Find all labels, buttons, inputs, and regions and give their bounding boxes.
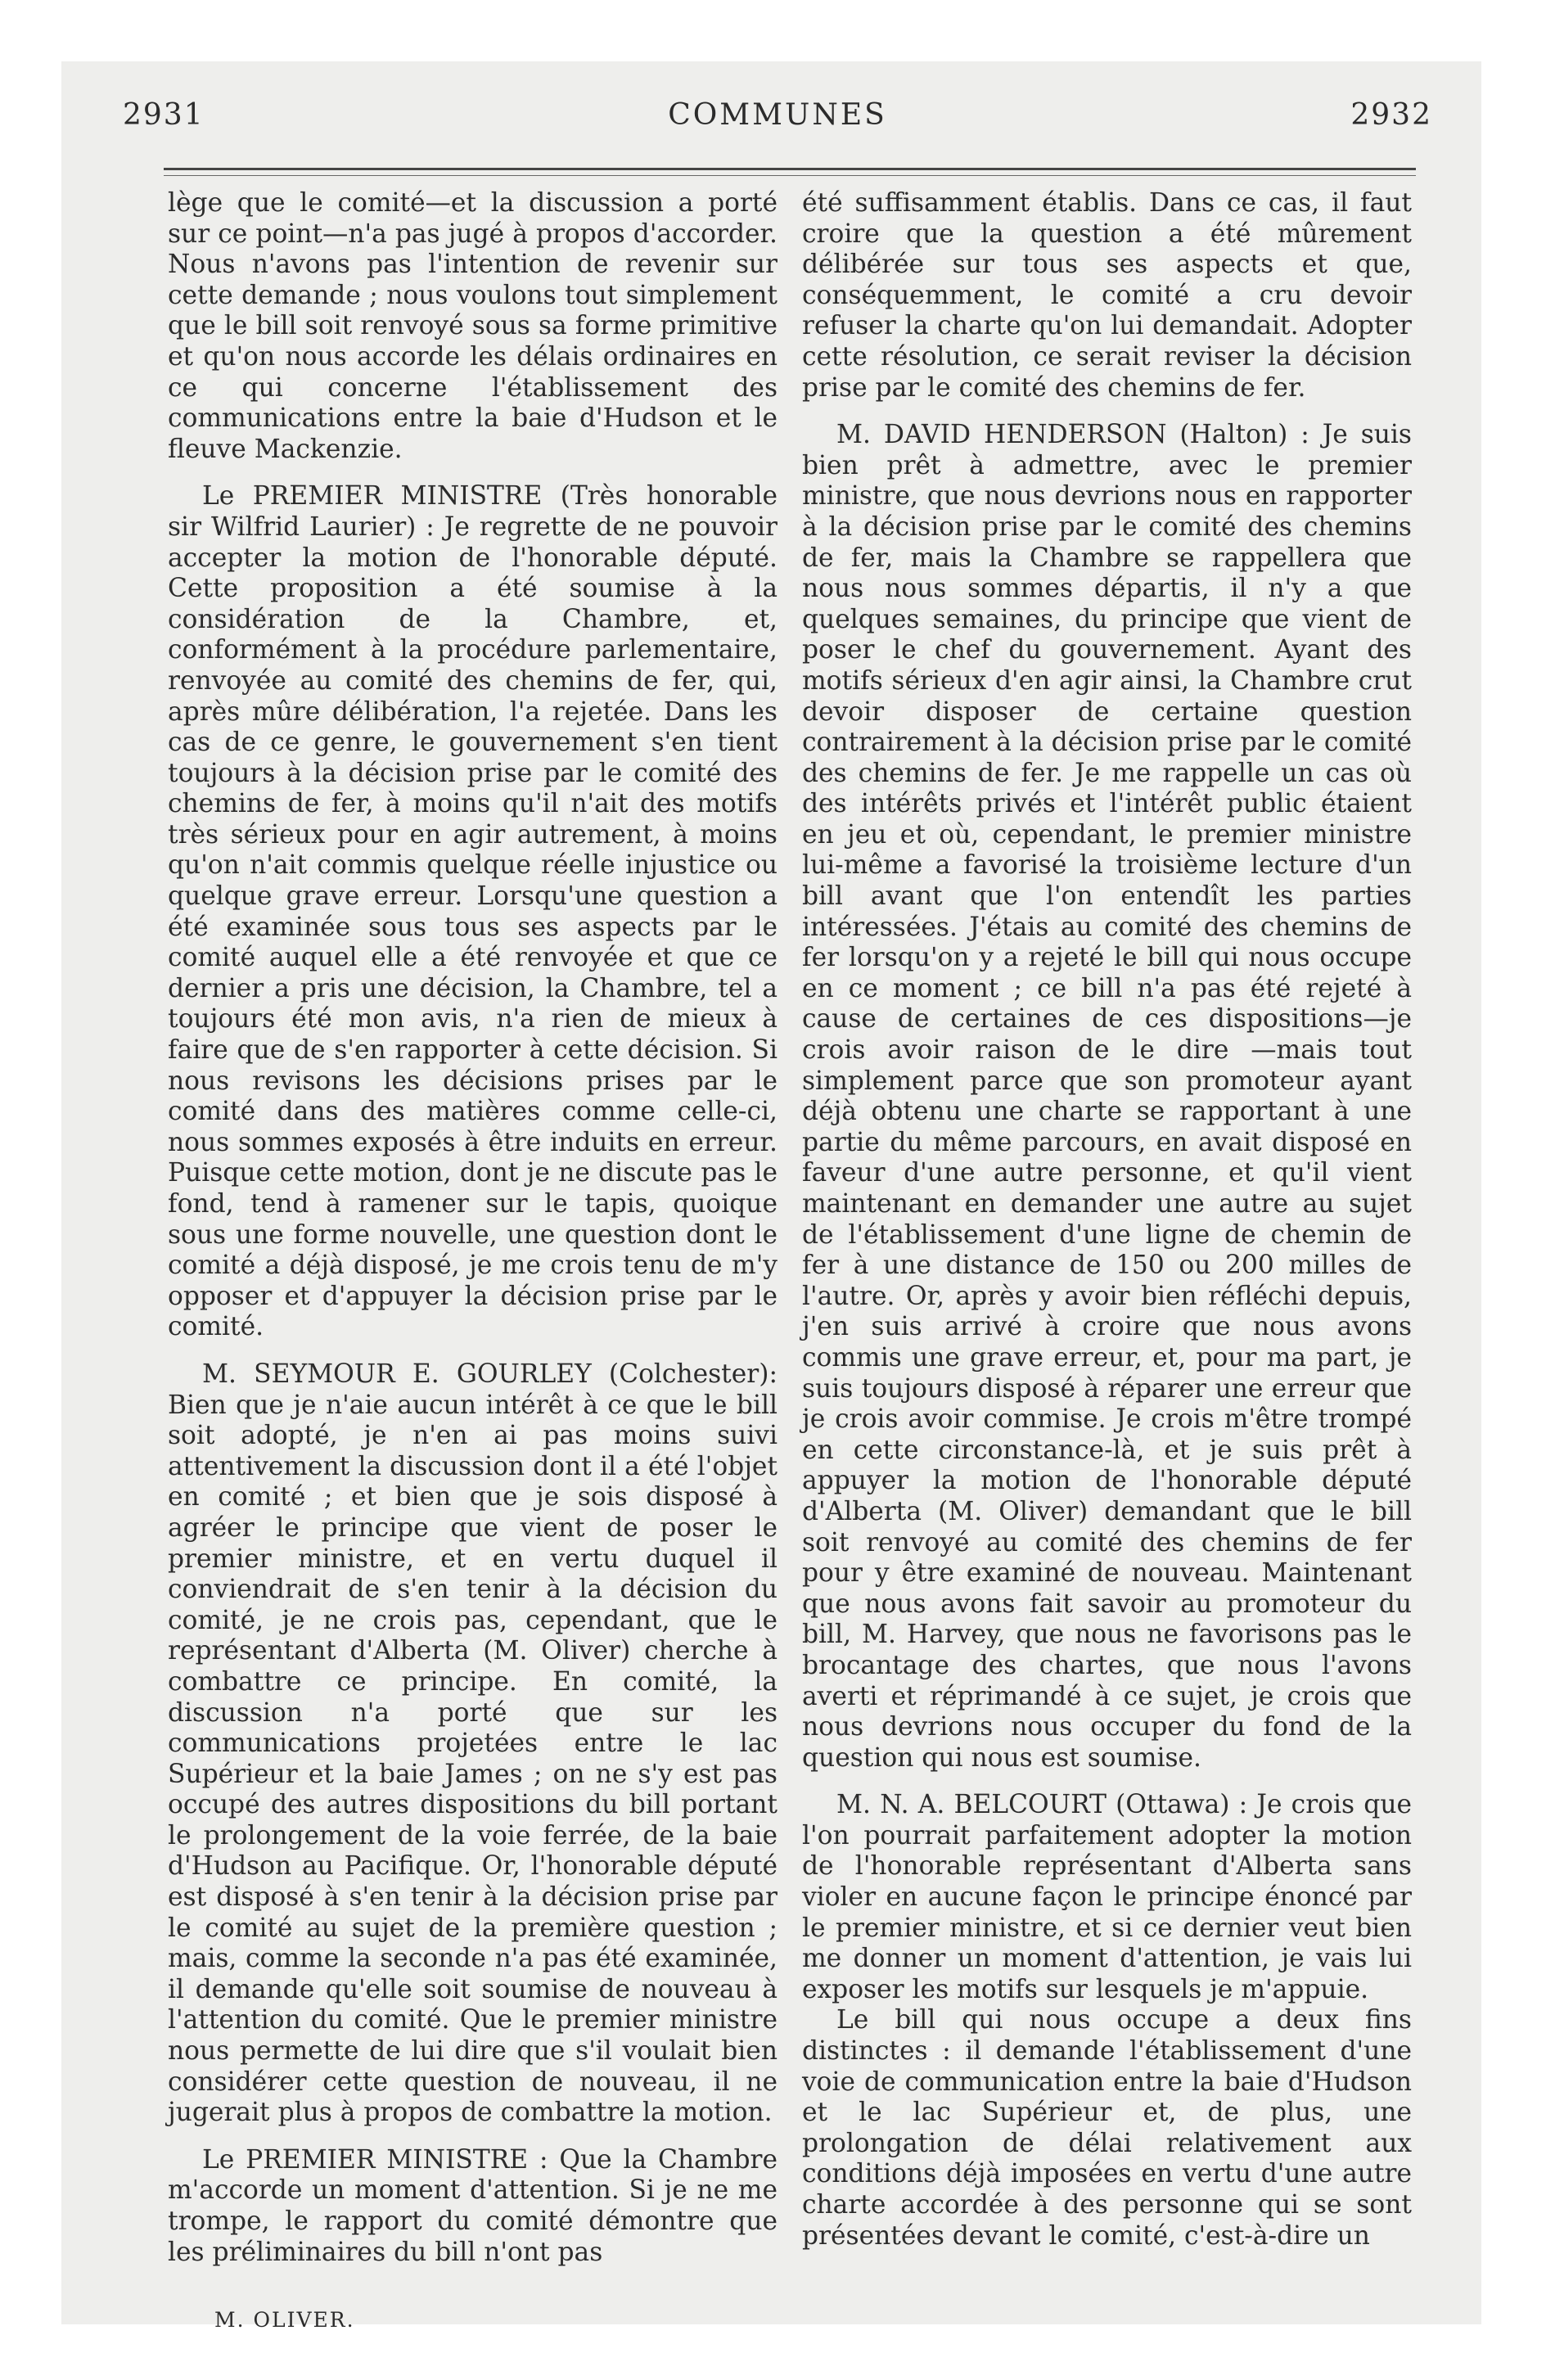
paragraph: Le PREMIER MINISTRE : Que la Chambre m'accorde un moment d'attention. Si je ne me trompe, le rapport du comité démontre que les préliminaires du bill n'ont pas [168, 2144, 778, 2267]
header-rule [164, 168, 1416, 176]
paragraph: M. DAVID HENDERSON (Halton) : Je suis bien prêt à admettre, avec le premier ministre, que nous devrions nous en rapporter à la décision prise par le comité des chemins de fer, mais la Chambre se rappellera que nous nous sommes départis, il n'y a que quelques semaines, du principe que vient de poser le chef du gouvernement. Ayant des motifs sérieux d'en agir ainsi, la Chambre crut devoir disposer de certaine question contrairement à la décision prise par le comité des chemins de fer. Je me rappelle un cas où des intérêts privés et l'intérêt public étaient en jeu et où, cependant, le premier ministre lui-même a favorisé la troisième lecture d'un bill avant que l'on entendît les parties intéressées. J'étais au comité des chemins de fer lorsqu'on y a rejeté le bill qui nous occupe en ce moment ; ce bill n'a pas été rejeté à cause de certaines de ces dispositions—je crois avoir raison de le dire —mais tout simplement parce que son promoteur ayant déjà obtenu une charte se rapportant à une partie du même parcours, en avait disposé en faveur d'une autre personne, et qu'il vient maintenant en demander une autre au sujet de l'établissement d'une ligne de chemin de fer à une distance de 150 ou 200 milles de l'autre. Or, après y avoir bien réfléchi depuis, j'en suis arrivé à croire que nous avons commis une grave erreur, et, pour ma part, je suis toujours disposé à réparer une erreur que je crois avoir commise. Je crois m'être trompé en cette circonstance-là, et je suis prêt à appuyer la motion de l'honorable député d'Alberta (M. Oliver) demandant que le bill soit renvoyé au comité des chemins de fer pour y être examiné de nouveau. Maintenant que nous avons fait savoir au promoteur du bill, M. Harvey, que nous ne favorisons pas le brocantage des chartes, que nous l'avons averti et réprimandé à ce sujet, je crois que nous devrions nous occuper du fond de la question qui nous est soumise. [802, 420, 1412, 1773]
page-header [123, 98, 1432, 147]
paragraph: M. N. A. BELCOURT (Ottawa) : Je crois que l'on pourrait parfaitement adopter la motion de l'honorable représentant d'Alberta sans violer en aucune façon le principe énoncé par le premier ministre, et si ce dernier veut bien me donner un moment d'attention, je vais lui exposer les motifs sur lesquels je m'appuie. [802, 1790, 1412, 2004]
page-footer-speaker: M. OLIVER. [214, 2308, 355, 2332]
left-column [168, 188, 778, 2268]
running-title: COMMUNES [668, 98, 887, 132]
page-number-right: 2932 [1350, 98, 1432, 132]
paragraph: Le bill qui nous occupe a deux fins distinctes : il demande l'établissement d'une voie de communication entre la baie d'Hudson et le lac Supérieur et, de plus, une prolongation de délai relativement aux conditions déjà imposées en vertu d'une autre charte accordée à des personne qui se sont présentées devant le comité, c'est-à-dire un [802, 2005, 1412, 2251]
paragraph: M. SEYMOUR E. GOURLEY (Colchester): Bien que je n'aie aucun intérêt à ce que le bill soit adopté, je n'en ai pas moins suivi attentivement la discussion dont il a été l'objet en comité ; et bien que je sois disposé à agréer le principe que vient de poser le premier ministre, et en vertu duquel il conviendrait de s'en tenir à la décision du comité, je ne crois pas, cependant, que le représentant d'Alberta (M. Oliver) cherche à combattre ce principe. En comité, la discussion n'a porté que sur les communications projetées entre le lac Supérieur et la baie James ; on ne s'y est pas occupé des autres dispositions du bill portant le prolongement de la voie ferrée, de la baie d'Hudson au Pacifique. Or, l'honorable député est disposé à s'en tenir à la décision prise par le comité au sujet de la première question ; mais, comme la seconde n'a pas été examinée, il demande qu'elle soit soumise de nouveau à l'attention du comité. Que le premier ministre nous permette de lui dire que s'il voulait bien considérer cette question de nouveau, il ne jugerait plus à propos de combattre la motion. [168, 1359, 778, 2128]
paragraph: été suffisamment établis. Dans ce cas, il faut croire que la question a été mûrement délibérée sur tous ses aspects et que, conséquemment, le comité a cru devoir refuser la charte qu'on lui demandait. Adopter cette résolution, ce serait reviser la décision prise par le comité des chemins de fer. [802, 188, 1412, 403]
right-column [802, 188, 1412, 2252]
page-number-left: 2931 [123, 98, 205, 132]
paragraph: lège que le comité—et la discussion a porté sur ce point—n'a pas jugé à propos d'accorder. Nous n'avons pas l'intention de revenir sur cette demande ; nous voulons tout simplement que le bill soit renvoyé sous sa forme primitive et qu'on nous accorde les délais ordinaires en ce qui concerne l'établissement des communications entre la baie d'Hudson et le fleuve Mackenzie. [168, 188, 778, 464]
paragraph: Le PREMIER MINISTRE (Très honorable sir Wilfrid Laurier) : Je regrette de ne pouvoir accepter la motion de l'honorable député. Cette proposition a été soumise à la considération de la Chambre, et, conformément à la procédure parlementaire, renvoyée au comité des chemins de fer, qui, après mûre délibération, l'a rejetée. Dans les cas de ce genre, le gouvernement s'en tient toujours à la décision prise par le comité des chemins de fer, à moins qu'il n'ait des motifs très sérieux pour en agir autrement, à moins qu'on n'ait commis quelque réelle injustice ou quelque grave erreur. Lorsqu'une question a été examinée sous tous ses aspects par le comité auquel elle a été renvoyée et que ce dernier a pris une décision, la Chambre, tel a toujours été mon avis, n'a rien de mieux à faire que de s'en rapporter à cette décision. Si nous revisons les décisions prises par le comité dans des matières comme celle-ci, nous sommes exposés à être induits en erreur. Puisque cette motion, dont je ne discute pas le fond, tend à ramener sur le tapis, quoique sous une forme nouvelle, une question dont le comité a déjà disposé, je me crois tenu de m'y opposer et d'appuyer la décision prise par le comité. [168, 481, 778, 1342]
